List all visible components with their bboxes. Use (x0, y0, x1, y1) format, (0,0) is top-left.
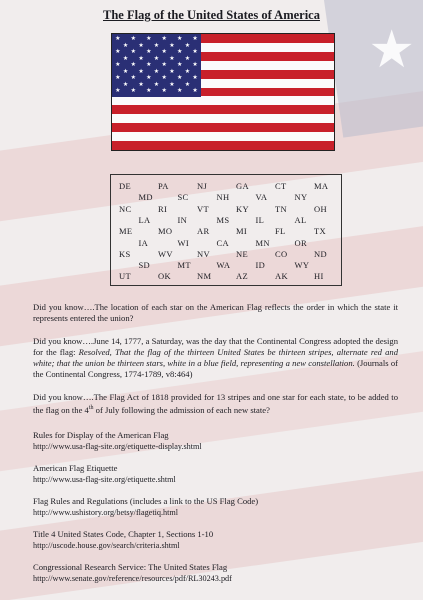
flag-star-icon: ★ (138, 67, 144, 75)
flag-star-icon: ★ (192, 74, 198, 82)
flag-canton-cell (137, 88, 145, 95)
resource-link-label: Title 4 United States Code, Chapter 1, Sections 1-10 (33, 529, 214, 539)
flag-star-icon: ★ (161, 35, 167, 42)
flag-star-icon: ★ (169, 54, 175, 62)
flag-canton (112, 34, 201, 97)
flag-star-icon: ★ (130, 61, 136, 69)
state-abbr-or: OR (294, 237, 307, 248)
state-abbr-il: IL (255, 214, 265, 225)
state-abbr-va: VA (255, 192, 268, 203)
state-abbr-co: CO (275, 248, 288, 259)
flag-star-icon: ★ (138, 41, 144, 49)
state-abbr-ar: AR (197, 226, 210, 237)
flag-star-icon: ★ (161, 48, 167, 56)
state-abbr-ut: UT (119, 271, 131, 282)
flag-star-icon: ★ (192, 61, 198, 69)
flag-star-icon: ★ (161, 61, 167, 69)
flag-stripe (112, 105, 334, 114)
flag-star-icon: ★ (138, 54, 144, 62)
state-abbr-ky: KY (236, 203, 249, 214)
flag-stripe (112, 123, 334, 132)
did-you-know-star-order: Did you know….The location of each star on the American Flag reflects the order in which the state it represents entered the union? (33, 302, 398, 323)
resource-link-item (33, 562, 232, 584)
flag-star-icon: ★ (122, 67, 129, 75)
resource-link-url[interactable]: http://www.usa-flag-site.org/etiquette-display.shtml (33, 442, 202, 451)
state-order-grid (110, 174, 342, 286)
state-abbr-ct: CT (275, 181, 287, 191)
resource-link-item (33, 463, 176, 485)
flag-canton-cell (122, 88, 130, 95)
flag-star-icon: ★ (161, 74, 167, 82)
page-title: The Flag of the United States of America (103, 8, 320, 22)
state-abbr-az: AZ (236, 271, 248, 282)
state-abbr-ga: GA (236, 181, 249, 191)
state-abbr-wy: WY (294, 260, 310, 271)
flag-star-icon: ★ (153, 80, 160, 88)
state-abbr-mi: MI (236, 226, 247, 237)
state-abbr-sd: SD (138, 260, 150, 271)
flag-star-icon: ★ (138, 80, 144, 88)
flag-star-icon: ★ (176, 61, 183, 69)
did-you-know-flag-act: Did you know….The Flag Act of 1818 provided for 13 stripes and one star for each state, to be added to the flag on the 4th of July following the admission of each new state? (33, 392, 398, 415)
resource-link-item (33, 430, 202, 452)
state-abbr-vt: VT (197, 203, 209, 214)
flag-star-icon: ★ (146, 48, 152, 56)
flag-star-icon: ★ (192, 87, 198, 95)
flag-star-icon: ★ (130, 74, 136, 82)
state-abbr-nv: NV (197, 248, 210, 259)
resource-link-url[interactable]: http://uscode.house.gov/search/criteria.shtml (33, 541, 180, 550)
state-abbr-ne: NE (236, 248, 248, 259)
flag-star-icon: ★ (146, 74, 152, 82)
flag-star-icon: ★ (130, 35, 136, 42)
state-abbr-wi: WI (177, 237, 189, 248)
resource-link-label: American Flag Etiquette (33, 463, 118, 473)
state-abbr-ms: MS (216, 214, 230, 225)
flag-star-icon: ★ (169, 41, 175, 49)
star-icon: ★ (368, 22, 415, 79)
state-abbr-oh: OH (314, 203, 327, 214)
state-abbr-nc: NC (119, 203, 132, 214)
flag-star-icon: ★ (130, 48, 136, 56)
state-abbr-tx: TX (314, 226, 326, 237)
state-abbr-ks: KS (119, 248, 131, 259)
flag-star-icon: ★ (122, 41, 129, 49)
state-abbr-hi: HI (314, 271, 324, 282)
flag-stripe (112, 141, 334, 150)
flag-star-icon: ★ (115, 48, 121, 56)
flag-star-icon: ★ (184, 80, 191, 88)
us-flag-image (111, 33, 335, 151)
flag-star-icon: ★ (146, 87, 152, 95)
state-abbr-tn: TN (275, 203, 287, 214)
state-abbr-ca: CA (216, 237, 229, 248)
state-abbr-id: ID (255, 260, 266, 271)
flag-star-icon: ★ (169, 67, 175, 75)
state-abbr-wv: WV (158, 248, 173, 259)
state-abbr-fl: FL (275, 226, 286, 237)
flag-star-icon: ★ (146, 35, 152, 42)
flag-star-icon: ★ (192, 35, 198, 42)
flag-star-icon: ★ (115, 87, 121, 95)
state-abbr-mn: MN (255, 237, 270, 248)
state-abbr-ok: OK (158, 271, 171, 282)
did-you-know-1777: Did you know….June 14, 1777, a Saturday, was the day that the Continental Congress adopted the design for the flag: Resolved, That the flag of the thirteen United States be thirteen stripes, alternate red and white; that the union be thirteen stars, white in a blue field, representing a new constellation. (Journals of the Continental Congress, 1774-1789, v8:464) (33, 336, 398, 379)
flag-star-icon: ★ (161, 87, 167, 95)
flag-star-icon: ★ (176, 74, 183, 82)
flag-canton-cell (184, 88, 192, 95)
state-abbr-ak: AK (275, 271, 288, 282)
resource-link-url[interactable]: http://www.ushistory.org/betsy/flagetiq.html (33, 508, 179, 517)
flag-star-icon: ★ (176, 35, 183, 42)
state-abbr-ny: NY (294, 192, 308, 203)
flag-star-icon: ★ (122, 80, 129, 88)
state-abbr-mt: MT (177, 260, 191, 271)
flag-star-icon: ★ (153, 67, 160, 75)
state-abbr-in: IN (177, 214, 188, 225)
flag-star-icon: ★ (153, 41, 160, 49)
flag-star-icon: ★ (115, 61, 121, 69)
state-abbr-sc: SC (177, 192, 189, 203)
flag-star-icon: ★ (184, 67, 191, 75)
state-abbr-pa: PA (158, 181, 169, 191)
flag-canton-cell (153, 88, 161, 95)
resource-link-item (33, 529, 213, 551)
state-abbr-al: AL (294, 214, 307, 225)
resource-link-label: Congressional Research Service: The United States Flag (33, 562, 228, 572)
state-abbr-nm: NM (197, 271, 212, 282)
state-abbr-ri: RI (158, 203, 168, 214)
flag-star-icon: ★ (115, 35, 121, 42)
state-abbr-me: ME (119, 226, 133, 237)
state-abbr-md: MD (138, 192, 153, 203)
flag-star-icon: ★ (115, 74, 121, 82)
resource-links (33, 430, 398, 590)
flag-star-icon: ★ (184, 54, 191, 62)
state-abbr-la: LA (138, 214, 151, 225)
state-abbr-wa: WA (216, 260, 231, 271)
state-abbr-nd: ND (314, 248, 327, 259)
state-abbr-ma: MA (314, 181, 329, 191)
flag-star-icon: ★ (184, 41, 191, 49)
state-abbr-de: DE (119, 181, 131, 191)
resource-link-url[interactable]: http://www.usa-flag-site.org/etiquette.shtml (33, 475, 176, 484)
resource-link-label: Rules for Display of the American Flag (33, 430, 169, 440)
resource-link-url[interactable]: http://www.senate.gov/reference/resources/pdf/RL30243.pdf (33, 574, 232, 583)
state-abbr-nj: NJ (197, 181, 208, 191)
flag-stripe (112, 132, 334, 141)
flag-stripe (112, 114, 334, 123)
state-abbr-ia: IA (138, 237, 149, 248)
flag-star-icon: ★ (146, 61, 152, 69)
flag-star-icon: ★ (176, 48, 183, 56)
flag-star-icon: ★ (176, 87, 183, 95)
flag-star-icon: ★ (130, 87, 136, 95)
flag-canton-cell (168, 88, 176, 95)
flag-star-icon: ★ (122, 54, 129, 62)
resource-link-label: Flag Rules and Regulations (includes a link to the US Flag Code) (33, 496, 259, 506)
state-abbr-mo: MO (158, 226, 173, 237)
flag-stripe (112, 96, 334, 105)
flag-star-icon: ★ (169, 80, 175, 88)
state-abbr-nh: NH (216, 192, 230, 203)
flag-star-icon: ★ (192, 48, 198, 56)
resource-link-item (33, 496, 258, 518)
flag-star-icon: ★ (153, 54, 160, 62)
